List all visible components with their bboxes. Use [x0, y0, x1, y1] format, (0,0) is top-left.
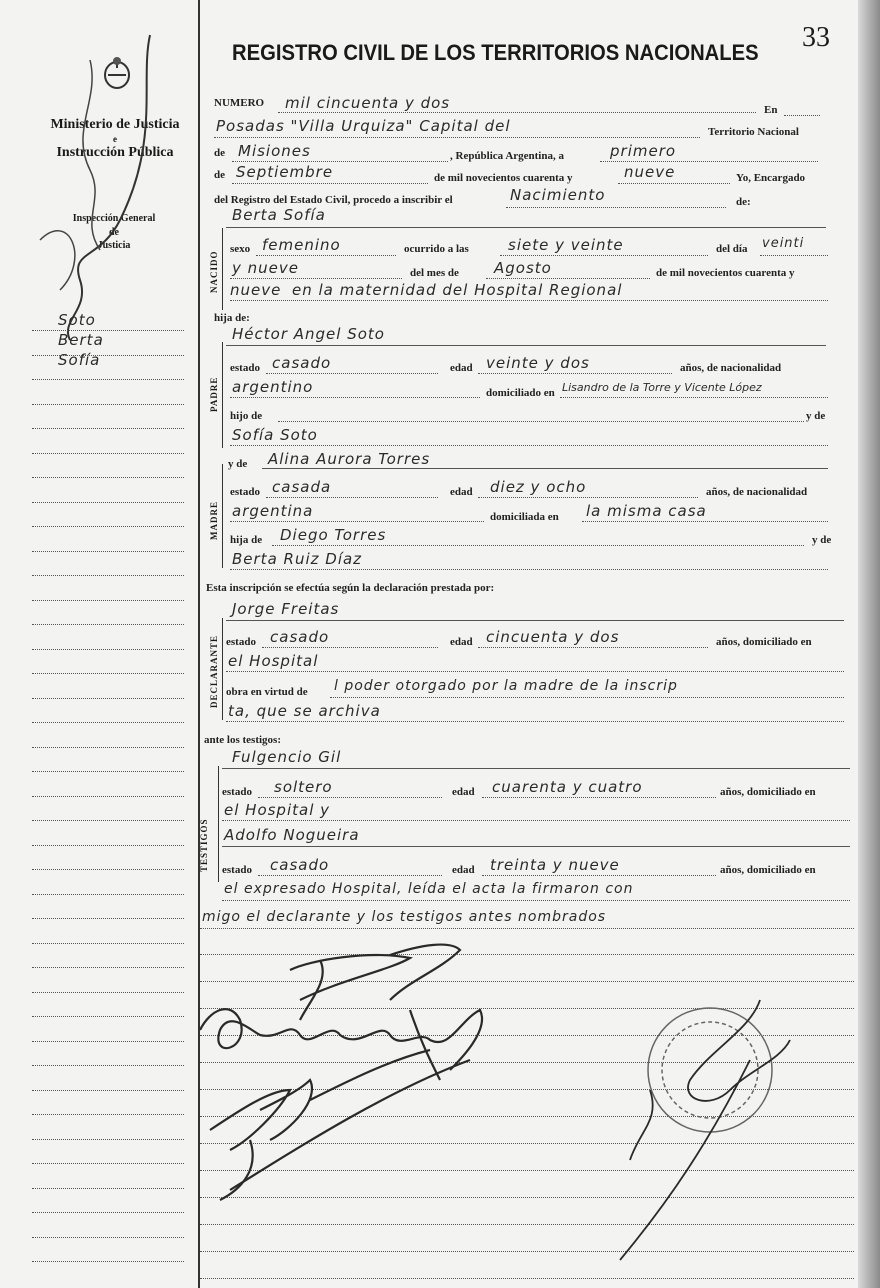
nacido-place-line — [230, 300, 828, 301]
territory-value: Misiones — [238, 142, 311, 160]
declarante-section-label: DECLARANTE — [209, 634, 219, 708]
republica-label: , República Argentina, a — [450, 150, 564, 162]
padre-edad-line — [478, 373, 672, 374]
obra-cont-line — [226, 721, 844, 722]
numero-line — [278, 112, 756, 113]
t1-estado-line — [258, 797, 442, 798]
year-value: nueve — [624, 163, 676, 181]
padre-nac-line — [230, 397, 480, 398]
closing-line — [200, 928, 854, 929]
closing-text: migo el declarante y los testigos antes nombrados — [202, 909, 607, 925]
padre-nac-value: argentino — [232, 378, 314, 396]
stub-ruled-line — [32, 845, 184, 846]
t2-dom-line — [222, 900, 850, 901]
padre-name: Héctor Angel Soto — [232, 325, 385, 343]
dia-line — [760, 255, 828, 256]
inspection-line2: de — [109, 226, 119, 238]
year-line — [618, 183, 730, 184]
signature-testigo-2 — [210, 1050, 470, 1200]
declarante-edad-label: edad — [450, 636, 473, 648]
declarante-dom-line — [226, 671, 844, 672]
t2-estado-line — [258, 875, 442, 876]
stub-name-line2: Berta — [58, 331, 104, 349]
padre-estado-value: casado — [272, 354, 332, 372]
de-label: de — [214, 147, 225, 159]
padre-hijo-line — [278, 421, 804, 422]
padre-section-label: PADRE — [209, 376, 219, 412]
stub-name — [58, 310, 104, 370]
stub-ruled-line — [32, 967, 184, 968]
t1-dom-line — [222, 820, 850, 821]
padre-mother-value: Sofía Soto — [232, 426, 318, 444]
stub-ruled-line — [32, 894, 184, 895]
stub-ruled-line — [32, 992, 184, 993]
dia-label: del día — [716, 243, 748, 255]
padre-estado-label: estado — [230, 362, 260, 374]
stub-ruled-line — [32, 575, 184, 576]
stub-ruled-line — [32, 502, 184, 503]
madre-nac-value: argentina — [232, 502, 314, 520]
obra-cont-value: ta, que se archiva — [228, 702, 381, 720]
t1-estado-label: estado — [222, 786, 252, 798]
declarante-dom-value: el Hospital — [228, 652, 319, 670]
stub-ruled-line — [32, 747, 184, 748]
day-value: primero — [610, 142, 677, 160]
declarante-estado-label: estado — [226, 636, 256, 648]
stub-ruled-line — [32, 1065, 184, 1066]
padre-edad-label: edad — [450, 362, 473, 374]
stub-ruled-line — [32, 1016, 184, 1017]
stub-ruled-line — [32, 1139, 184, 1140]
page-number: 33 — [802, 22, 830, 53]
padre-edad-value: veinte y dos — [486, 354, 590, 372]
declarante-dom-label: años, domiciliado en — [716, 636, 812, 648]
madre-estado-label: estado — [230, 486, 260, 498]
padre-name-line — [226, 345, 826, 346]
dia-cont-line — [230, 278, 402, 279]
t2-edad-line — [482, 875, 716, 876]
nacido-year-value: nueve — [230, 281, 282, 299]
stub-ruled-line — [32, 355, 184, 356]
padre-nac-label: años, de nacionalidad — [680, 362, 782, 374]
declaracion-label: Esta inscripción se efectúa según la declaración prestada por: — [206, 582, 495, 594]
ocurrido-label: ocurrido a las — [404, 243, 469, 255]
numero-label: NUMERO — [214, 97, 265, 109]
madre-hija-label: hija de — [230, 534, 263, 546]
declarante-estado-value: casado — [270, 628, 330, 646]
padre-mother-line — [230, 445, 828, 446]
nacido-name-line — [226, 227, 826, 228]
padre-bracket — [222, 342, 223, 448]
madre-section-label: MADRE — [209, 501, 219, 540]
declarante-edad-line — [478, 647, 708, 648]
stub-ruled-line — [32, 771, 184, 772]
territorio-label: Territorio Nacional — [708, 126, 799, 138]
t1-name: Fulgencio Gil — [232, 748, 342, 766]
t2-estado-value: casado — [270, 856, 330, 874]
obra-label: obra en virtud de — [226, 686, 308, 698]
t2-name-line — [222, 846, 850, 847]
stub-ruled-line — [32, 673, 184, 674]
stub-ruled-line — [32, 330, 184, 331]
encargado-label: Yo, Encargado — [736, 172, 806, 184]
sexo-label: sexo — [230, 243, 251, 255]
ministry-line2: e — [113, 133, 117, 144]
stub-ruled-line — [32, 551, 184, 552]
nacido-name: Berta Sofía — [232, 206, 326, 224]
signatures — [190, 940, 850, 1270]
obra-value: l poder otorgado por la madre de la inscrip — [334, 678, 678, 694]
testigos-bracket — [218, 766, 219, 882]
t2-edad-label: edad — [452, 864, 475, 876]
madre-name: Alina Aurora Torres — [268, 450, 431, 468]
padre-dom-value: Lisandro de la Torre y Vicente López — [562, 381, 762, 394]
inspection-line3: Justicia — [97, 240, 131, 251]
mes-line — [486, 278, 650, 279]
testigos-intro: ante los testigos: — [204, 734, 281, 746]
padre-estado-line — [266, 373, 438, 374]
inspection-line1: Inspección General — [72, 213, 156, 224]
registro-label: del Registro del Estado Civil, procedo a inscribir el — [214, 194, 453, 206]
stub-ruled-line — [32, 796, 184, 797]
testigos-section-label: TESTIGOS — [199, 818, 209, 872]
madre-estado-value: casada — [272, 478, 332, 496]
nacido-year-label: de mil novecientos cuarenta y — [656, 267, 795, 279]
month-line — [232, 183, 428, 184]
sexo-value: femenino — [262, 236, 341, 254]
stub-ruled-line — [32, 943, 184, 944]
declarante-name: Jorge Freitas — [232, 600, 340, 618]
madre-estado-line — [266, 497, 438, 498]
madre-hija-line — [272, 545, 804, 546]
madre-name-line — [262, 468, 828, 469]
stub-ruled-line — [32, 624, 184, 625]
en-label: En — [764, 104, 778, 116]
hour-line — [500, 255, 708, 256]
month-value: Septiembre — [236, 163, 334, 181]
sexo-line — [256, 255, 396, 256]
declarante-estado-line — [262, 647, 438, 648]
madre-bracket — [222, 464, 223, 568]
page-title: REGISTRO CIVIL DE LOS TERRITORIOS NACIONALES — [232, 40, 759, 65]
padre-hijo-label: hijo de — [230, 410, 263, 422]
official-stamp — [648, 1008, 772, 1132]
obra-line — [330, 697, 844, 698]
stub-ruled-line — [32, 869, 184, 870]
madre-yde-label: y de — [228, 458, 248, 470]
ministry-line3: Instrucción Pública — [56, 144, 174, 160]
mes-label: del mes de — [410, 267, 459, 279]
stub-ruled-line — [32, 1041, 184, 1042]
nacido-place-value: en la maternidad del Hospital Regional — [292, 281, 623, 299]
act-value: Nacimiento — [510, 186, 606, 204]
madre-dom-label: domiciliada en — [490, 511, 559, 523]
stub-ruled-line — [32, 1188, 184, 1189]
stub-ruled-line — [32, 1163, 184, 1164]
stub-ruled-line — [32, 404, 184, 405]
t1-dom-value: el Hospital y — [224, 801, 331, 819]
t1-edad-value: cuarenta y cuatro — [492, 778, 643, 796]
padre-dom-line — [560, 397, 828, 398]
madre-mother-line — [230, 569, 828, 570]
day-line — [600, 161, 818, 162]
t2-name: Adolfo Nogueira — [224, 826, 360, 844]
stub-ruled-line — [32, 1237, 184, 1238]
stub-ruled-line — [32, 453, 184, 454]
madre-nac-line — [230, 521, 484, 522]
madre-edad-value: diez y ocho — [490, 478, 587, 496]
t1-estado-value: soltero — [274, 778, 333, 796]
madre-nac-label: años, de nacionalidad — [706, 486, 808, 498]
madre-father-value: Diego Torres — [280, 526, 387, 544]
stub-ruled-line — [32, 1090, 184, 1091]
stub-ruled-line — [32, 918, 184, 919]
numero-value: mil cincuenta y dos — [285, 94, 451, 112]
territory-line — [232, 161, 448, 162]
stub-ruled-line — [32, 477, 184, 478]
en-line — [784, 115, 820, 116]
nacido-section-label: NACIDO — [209, 250, 219, 293]
madre-dom-line — [582, 521, 828, 522]
t1-edad-label: edad — [452, 786, 475, 798]
declarante-name-line — [226, 620, 844, 621]
nacido-bracket — [222, 228, 223, 310]
place-line — [214, 137, 700, 138]
madre-edad-line — [478, 497, 698, 498]
stub-ruled-line — [32, 820, 184, 821]
padre-yde-label: y de — [806, 410, 826, 422]
de3-label: de: — [736, 196, 751, 208]
madre-edad-label: edad — [450, 486, 473, 498]
madre-yde2-label: y de — [812, 534, 832, 546]
de2-label: de — [214, 169, 225, 181]
padre-dom-label: domiciliado en — [486, 387, 555, 399]
stub-ruled-line — [32, 379, 184, 380]
act-line — [506, 207, 726, 208]
stub-ruled-line — [32, 722, 184, 723]
t2-estado-label: estado — [222, 864, 252, 876]
t2-dom-value: el expresado Hospital, leída el acta la firmaron con — [224, 881, 634, 897]
mes-value: Agosto — [494, 259, 552, 277]
t1-edad-line — [482, 797, 716, 798]
declarante-bracket — [222, 618, 223, 720]
book-edge — [858, 0, 880, 1288]
year-label: de mil novecientos cuarenta y — [434, 172, 573, 184]
hour-value: siete y veinte — [508, 236, 624, 254]
stub-ruled-line — [32, 698, 184, 699]
stub-ruled-line — [32, 1114, 184, 1115]
t2-edad-value: treinta y nueve — [490, 856, 620, 874]
stub-ruled-line — [32, 649, 184, 650]
dia-value: veinti — [762, 236, 805, 251]
signature-declarante — [290, 945, 460, 1020]
stub-ruled-line — [32, 526, 184, 527]
t1-name-line — [222, 768, 850, 769]
madre-mother-value: Berta Ruiz Díaz — [232, 550, 363, 568]
madre-dom-value: la misma casa — [586, 502, 707, 520]
stub-ruled-line — [32, 1212, 184, 1213]
dia-cont-value: y nueve — [232, 259, 299, 277]
stub-ruled-line — [32, 600, 184, 601]
stub-name-line3: Sofía — [58, 351, 101, 369]
stub-name-line1: Soto — [58, 311, 96, 329]
stub-signature-scribble — [30, 20, 170, 350]
declarante-edad-value: cincuenta y dos — [486, 628, 620, 646]
ministry-line1: Ministerio de Justicia — [50, 117, 180, 132]
signature-testigo-1 — [200, 1009, 482, 1080]
stub-ruled-line — [32, 1261, 184, 1262]
stub-ruled-line — [32, 428, 184, 429]
blank-ruled-line — [200, 1278, 854, 1279]
t2-dom-label: años, domiciliado en — [720, 864, 816, 876]
hija-label: hija de: — [214, 312, 250, 324]
t1-dom-label: años, domiciliado en — [720, 786, 816, 798]
place-value: Posadas "Villa Urquiza" Capital del — [216, 117, 511, 135]
